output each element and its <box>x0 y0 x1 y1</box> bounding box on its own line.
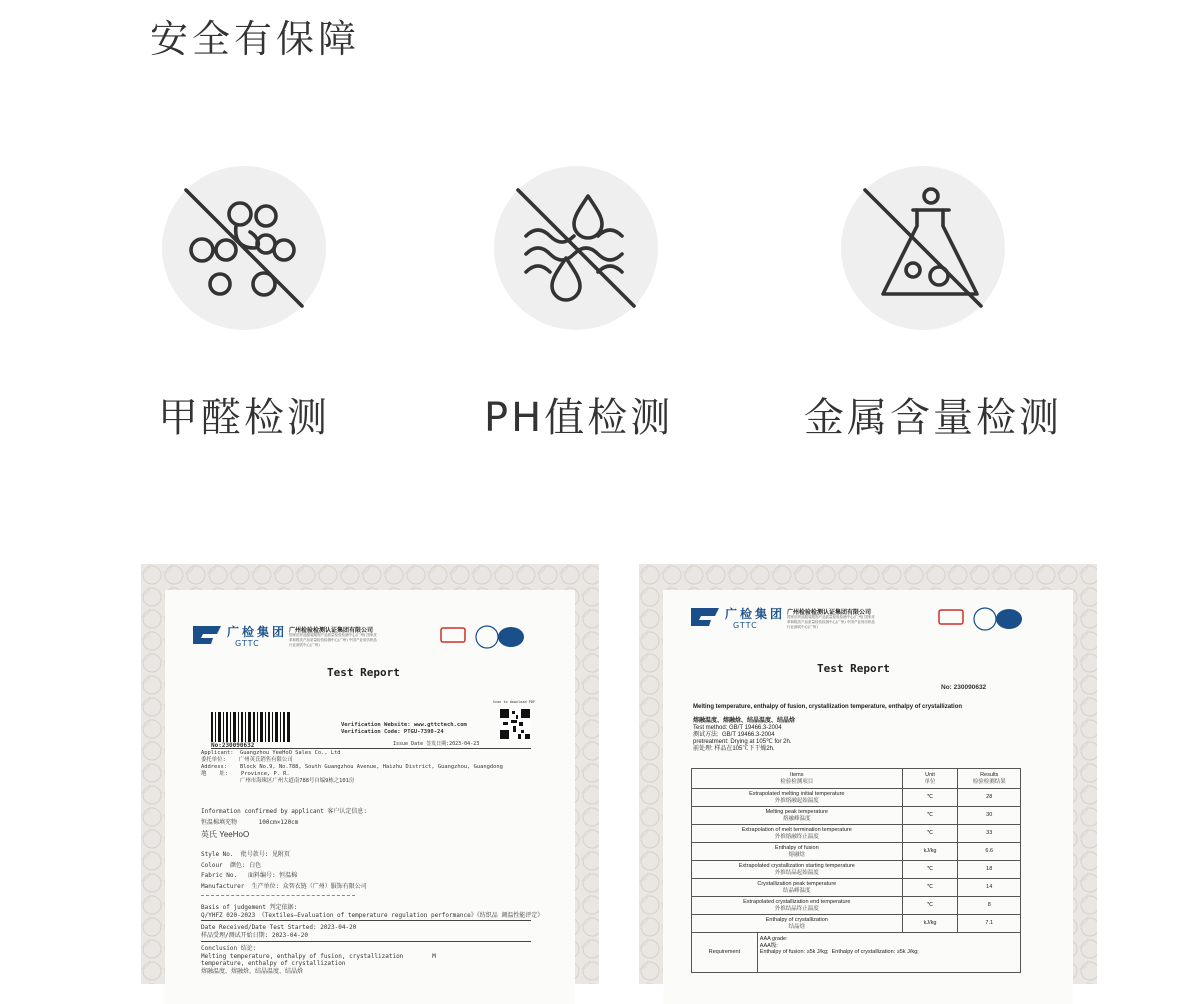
feature-label: 金属含量检测 <box>804 395 1062 441</box>
org-sub: 国家纺织品服装服饰产品质量检验检测中心(广州) 国家皮革和鞋类产品质量检验检测中心(广州) 中国产业用纺织品行业测试中心(广州) <box>787 615 875 629</box>
report-title: Test Report <box>327 666 400 679</box>
feature-label: 甲醛检测 <box>158 395 330 441</box>
barcode-icon <box>211 712 291 742</box>
org-name: 广州检验检测认证集团有限公司 <box>289 627 374 634</box>
gttc-logo-icon <box>689 606 721 628</box>
report-subject: Melting temperature, enthalpy of fusion, crystallization temperature, enthalpy of crystallization <box>693 704 963 710</box>
table-row: Crystallization peak temperature 结晶峰温度 ℃ 14 <box>692 879 1021 897</box>
verification <box>341 722 467 736</box>
requirement-text: AAA grade: AAA级: Enthalpy of fusion: ≥5k J/kg; Enthalpy of crystallization: ≥5k J/kg; <box>757 933 1020 973</box>
verify-code: Verification Code: PTGU-7390-24 <box>341 729 444 735</box>
accreditation-badges-icon <box>937 606 1047 632</box>
divider <box>201 895 355 896</box>
feature-icon-circle <box>162 166 326 330</box>
org-sub: 国家纺织品服装服饰产品质量检验检测中心(广州) 国家皮革和鞋类产品质量检验检测中心(广州) 中国产业用纺织品行业测试中心(广州) <box>289 633 377 647</box>
report-no: No:230090632 <box>211 742 255 749</box>
divider <box>201 941 531 942</box>
logo-cn: 广检集团 <box>227 625 288 639</box>
feature-ph <box>484 166 824 446</box>
divider <box>201 920 531 921</box>
verify-site: Verification Website: www.gttctech.com <box>341 722 467 728</box>
column-header: Results 检验检测结果 <box>958 769 1021 789</box>
feature-metal <box>804 166 1171 446</box>
org-name: 广州检验检测认证集团有限公司 <box>787 609 872 616</box>
column-header: Unit 单位 <box>902 769 958 789</box>
feature-label: PH值检测 <box>484 395 674 441</box>
requirement-label: Requirement <box>692 933 758 973</box>
basis-block: Basis of judgement 判定依据: Q/YHFZ 020-2023 《Textiles—Evaluation of temperature regulation performance》《纺织品 调温性能评定》 <box>201 904 544 919</box>
date-block: Date Received/Date Test Started: 2023-04-20 样品受理/测试开始日期: 2023-04-20 <box>201 924 357 939</box>
metal-flask-icon <box>841 166 1005 330</box>
table-row: Extrapolated crystallization end temperature 外推结晶终止温度 ℃ 8 <box>692 897 1021 915</box>
formaldehyde-icon <box>162 166 326 330</box>
table-row: Melting peak temperature 熔融峰温度 ℃ 30 <box>692 807 1021 825</box>
table-row: Extrapolation of melt termination temperature 外推熔融终止温度 ℃ 33 <box>692 825 1021 843</box>
product-line: 恒温棉填充物 100cm×120cm <box>201 819 299 826</box>
table-row: Extrapolated crystallization starting temperature 外推结晶起始温度 ℃ 18 <box>692 861 1021 879</box>
conclusion-block: Conclusion 结论: Melting temperature, enthalpy of fusion, crystallization M temperature, enthalpy of crystallization 熔融温度、熔融焓、结晶温度、结晶焓 <box>201 945 436 975</box>
accreditation-badges-icon <box>439 624 549 650</box>
table-row: Enthalpy of fusion 熔融焓 kJ/kg 6.6 <box>692 843 1021 861</box>
report-subject-cn: 熔融温度、熔融焓、结晶温度、结晶焓 <box>693 718 796 724</box>
logo-en: GTTC <box>733 621 758 630</box>
qr-note: Scan to download PDF <box>492 700 535 704</box>
report-title: Test Report <box>817 662 890 675</box>
certificate-left <box>141 564 599 984</box>
column-header: Items 检验检测项目 <box>692 769 903 789</box>
brand-logo: 英氏 YeeHoO <box>201 830 250 839</box>
logo-cn: 广检集团 <box>725 607 786 621</box>
feature-formaldehyde <box>158 166 492 446</box>
table-header-row <box>692 769 1021 789</box>
table-row: Enthalpy of crystallization 结晶焓 kJ/kg 7.1 <box>692 915 1021 933</box>
report-header <box>689 606 1047 636</box>
divider <box>211 748 531 749</box>
section-title: 安全有保障 <box>150 17 361 61</box>
style-block: Style No. 批号款号: 见附页 Colour 颜色: 白色 Fabric No. 面料编号: 恒温棉 Manufacturer 生产单位: 众智衣链（广州）服饰有限公司 <box>201 851 367 890</box>
feature-icon-circle <box>494 166 658 330</box>
info-header: Information confirmed by applicant 客户认定信息: <box>201 808 368 815</box>
method-block: Test method: GB/T 19466.3-2004 测试方法: GB/T 19466.3-2004 pretreatment: Drying at 105℃ for 2h. 前处理: 样品在105℃下干燥2h. <box>693 725 792 752</box>
report-sheet <box>165 590 575 1004</box>
report-sheet <box>663 590 1073 1004</box>
applicant-block: Applicant: Guangzhou YeeHoO Sales Co., Ltd 委托单位: 广州英氏销售有限公司 Address: Block No.9, No.788, South Guangzhou Avenue, Haizhu District, Guangzhou, Guangdong 地 址: Province, P. R. 广州市海珠区广州大道南788号自编9栋之101房 <box>201 750 503 784</box>
report-no: No: 230090632 <box>941 684 987 691</box>
issue-date: Issue Date 签发日期:2023-04-23 <box>393 741 480 747</box>
results-table <box>691 768 1021 933</box>
requirement-table <box>691 932 1021 973</box>
table-row: Extrapolated melting initial temperature 外推熔融起始温度 ℃ 28 <box>692 789 1021 807</box>
logo-en: GTTC <box>235 639 260 648</box>
gttc-logo-icon <box>191 624 223 646</box>
table-row <box>692 933 1021 973</box>
feature-icon-circle <box>841 166 1005 330</box>
report-header <box>191 624 549 654</box>
certificate-right <box>639 564 1097 984</box>
ph-icon <box>494 166 658 330</box>
qr-code-icon <box>499 708 531 740</box>
